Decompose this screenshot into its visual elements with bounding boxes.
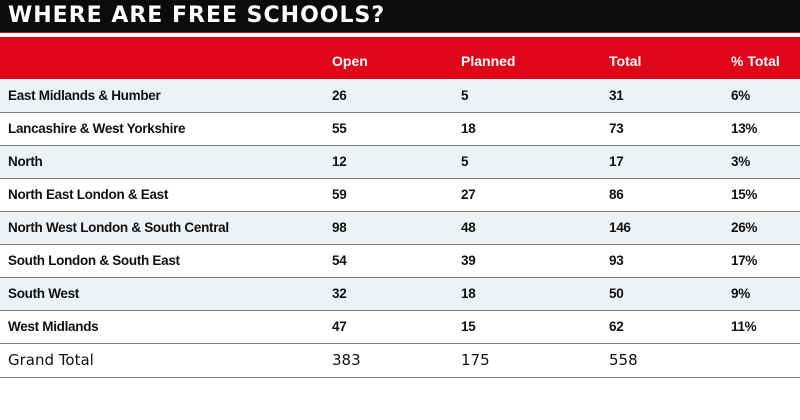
total-cell: 50 xyxy=(609,277,731,310)
header-region xyxy=(0,37,332,79)
open-cell: 55 xyxy=(332,112,461,145)
grand-total-percent xyxy=(731,343,800,377)
total-cell: 86 xyxy=(609,178,731,211)
planned-cell: 48 xyxy=(461,211,609,244)
open-cell: 26 xyxy=(332,79,461,112)
table-row xyxy=(0,277,800,310)
percent-cell: 6% xyxy=(731,79,800,112)
page-title: WHERE ARE FREE SCHOOLS? xyxy=(8,3,386,28)
open-cell: 47 xyxy=(332,310,461,343)
total-cell: 93 xyxy=(609,244,731,277)
title-underline xyxy=(0,32,800,33)
percent-cell: 3% xyxy=(731,145,800,178)
header-planned: Planned xyxy=(461,53,516,69)
table-row xyxy=(0,112,800,145)
open-cell: 98 xyxy=(332,211,461,244)
open-cell: 54 xyxy=(332,244,461,277)
open-cell: 59 xyxy=(332,178,461,211)
percent-cell: 11% xyxy=(731,310,800,343)
header-total: Total xyxy=(609,53,642,69)
region-cell: North xyxy=(0,145,332,178)
region-cell: North West London & South Central xyxy=(0,211,332,244)
table-row xyxy=(0,244,800,277)
total-cell: 31 xyxy=(609,79,731,112)
open-cell: 32 xyxy=(332,277,461,310)
table-row xyxy=(0,211,800,244)
table-row xyxy=(0,145,800,178)
grand-total-label: Grand Total xyxy=(0,343,332,377)
header-percent-total: % Total xyxy=(731,53,780,69)
percent-cell: 17% xyxy=(731,244,800,277)
percent-cell: 13% xyxy=(731,112,800,145)
grand-total-open: 383 xyxy=(332,343,461,377)
planned-cell: 5 xyxy=(461,79,609,112)
grand-total-total: 558 xyxy=(609,343,731,377)
title-bar xyxy=(0,0,800,32)
region-cell: Lancashire & West Yorkshire xyxy=(0,112,332,145)
total-cell: 146 xyxy=(609,211,731,244)
planned-cell: 27 xyxy=(461,178,609,211)
region-cell: West Midlands xyxy=(0,310,332,343)
planned-cell: 18 xyxy=(461,277,609,310)
planned-cell: 5 xyxy=(461,145,609,178)
planned-cell: 15 xyxy=(461,310,609,343)
table-header-row xyxy=(0,37,800,79)
region-cell: South West xyxy=(0,277,332,310)
grand-total-planned: 175 xyxy=(461,343,609,377)
total-cell: 17 xyxy=(609,145,731,178)
table-row xyxy=(0,178,800,211)
total-cell: 73 xyxy=(609,112,731,145)
percent-cell: 15% xyxy=(731,178,800,211)
region-cell: East Midlands & Humber xyxy=(0,79,332,112)
planned-cell: 39 xyxy=(461,244,609,277)
planned-cell: 18 xyxy=(461,112,609,145)
header-open: Open xyxy=(332,53,368,69)
table-row xyxy=(0,310,800,343)
total-cell: 62 xyxy=(609,310,731,343)
region-cell: South London & South East xyxy=(0,244,332,277)
open-cell: 12 xyxy=(332,145,461,178)
free-schools-table xyxy=(0,37,800,378)
table-row xyxy=(0,79,800,112)
region-cell: North East London & East xyxy=(0,178,332,211)
percent-cell: 26% xyxy=(731,211,800,244)
grand-total-row xyxy=(0,343,800,377)
percent-cell: 9% xyxy=(731,277,800,310)
